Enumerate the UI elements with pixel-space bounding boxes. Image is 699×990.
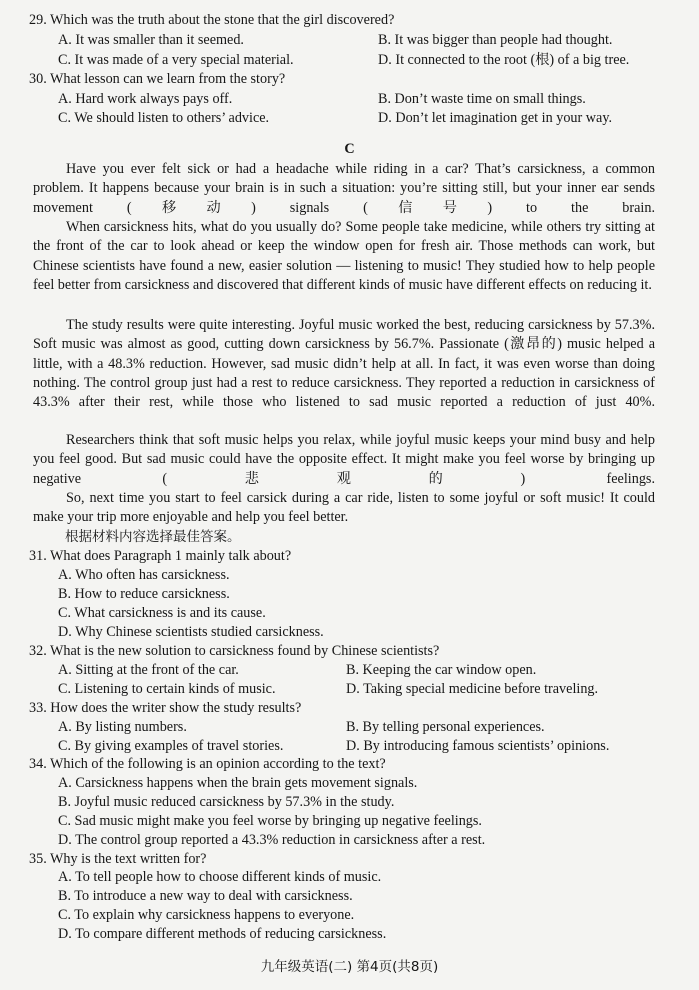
question-35-option-c: C. To explain why carsickness happens to everyone. xyxy=(58,907,355,923)
question-32-option-d: D. Taking special medicine before traveling. xyxy=(346,681,599,697)
question-35-option-d: D. To compare different methods of reducing carsickness. xyxy=(58,926,387,942)
question-31-option-a: A. Who often has carsickness. xyxy=(58,567,230,583)
question-34-stem: 34. Which of the following is an opinion according to the text? xyxy=(29,756,386,772)
passage-paragraph-2: When carsickness hits, what do you usually do? Some people take medicine, while others try sitting at the front of the car to look ahead or keep the window open for fresh air. Those methods can work, but Chinese scientists have found a new, easier solution — listening to music! They studied how to help people feel better from carsickness and discovered that different kinds of music have different effects on reducing it. xyxy=(33,219,655,293)
question-34-option-a: A. Carsickness happens when the brain gets movement signals. xyxy=(58,775,418,791)
question-31-option-d: D. Why Chinese scientists studied carsickness. xyxy=(58,624,324,640)
question-32-stem: 32. What is the new solution to carsickness found by Chinese scientists? xyxy=(29,643,440,659)
question-30-option-c: C. We should listen to others’ advice. xyxy=(58,110,270,126)
question-31-stem: 31. What does Paragraph 1 mainly talk about? xyxy=(29,548,292,564)
question-34-option-d: D. The control group reported a 43.3% reduction in carsickness after a rest. xyxy=(58,832,486,848)
question-29-option-d: D. It connected to the root (根) of a big tree. xyxy=(378,52,630,68)
instruction-text: 根据材料内容选择最佳答案。 xyxy=(65,529,241,545)
question-33-option-c: C. By giving examples of travel stories. xyxy=(58,738,284,754)
question-33-option-a: A. By listing numbers. xyxy=(58,719,187,735)
question-33-option-b: B. By telling personal experiences. xyxy=(346,719,545,735)
question-29-stem: 29. Which was the truth about the stone that the girl discovered? xyxy=(29,12,395,28)
question-35-stem: 35. Why is the text written for? xyxy=(29,851,207,867)
question-30-stem: 30. What lesson can we learn from the story? xyxy=(29,71,286,87)
question-34-option-c: C. Sad music might make you feel worse by bringing up negative feelings. xyxy=(58,813,482,829)
question-30-option-b: B. Don’t waste time on small things. xyxy=(378,91,586,107)
passage-paragraph-5: So, next time you start to feel carsick during a car ride, listen to some joyful or soft music! It could make your trip more enjoyable and help you feel better. xyxy=(33,490,655,526)
question-33-stem: 33. How does the writer show the study results? xyxy=(29,700,302,716)
question-35-option-b: B. To introduce a new way to deal with carsickness. xyxy=(58,888,353,904)
question-31-option-b: B. How to reduce carsickness. xyxy=(58,586,230,602)
question-29-option-a: A. It was smaller than it seemed. xyxy=(58,32,244,48)
question-31-option-c: C. What carsickness is and its cause. xyxy=(58,605,266,621)
question-32-option-c: C. Listening to certain kinds of music. xyxy=(58,681,276,697)
question-32-option-b: B. Keeping the car window open. xyxy=(346,662,537,678)
question-30-option-d: D. Don’t let imagination get in your way. xyxy=(378,110,613,126)
question-35-option-a: A. To tell people how to choose different kinds of music. xyxy=(58,869,382,885)
question-29-option-b: B. It was bigger than people had thought. xyxy=(378,32,613,48)
question-32-option-a: A. Sitting at the front of the car. xyxy=(58,662,239,678)
passage-paragraph-3: The study results were quite interesting. Joyful music worked the best, reducing carsickness by 57.3%. Soft music was almost as good, cutting down carsickness by 56.7%. Passionate (激昂的) music helped a little, with a 48.3% reduction. However, sad music didn’t help at all. In fact, it was even worse than doing nothing. The control group just had a rest to reduce carsickness. They reported a reduction in carsickness of 43.3% after their rest, while those who listened to sad music reported a reduction of just 40%. xyxy=(33,317,655,411)
passage-paragraph-1: Have you ever felt sick or had a headache while riding in a car? That’s carsickness, a common problem. It happens because your brain is in such a situation: you’re sitting still, but your inner ear sends movement (移动) signals (信号) to the brain. xyxy=(33,161,655,216)
question-30-option-a: A. Hard work always pays off. xyxy=(58,91,233,107)
question-33-option-d: D. By introducing famous scientists’ opinions. xyxy=(346,738,610,754)
page-footer: 九年级英语(二) 第4页(共8页) xyxy=(260,959,439,975)
question-29-option-c: C. It was made of a very special material. xyxy=(58,52,294,68)
passage-paragraph-4: Researchers think that soft music helps you relax, while joyful music keeps your mind busy and help you feel good. But sad music could have the opposite effect. It might make you feel worse by bringing up negative (悲观的) feelings. xyxy=(33,432,655,487)
section-heading: C xyxy=(344,141,355,157)
question-34-option-b: B. Joyful music reduced carsickness by 57.3% in the study. xyxy=(58,794,395,810)
